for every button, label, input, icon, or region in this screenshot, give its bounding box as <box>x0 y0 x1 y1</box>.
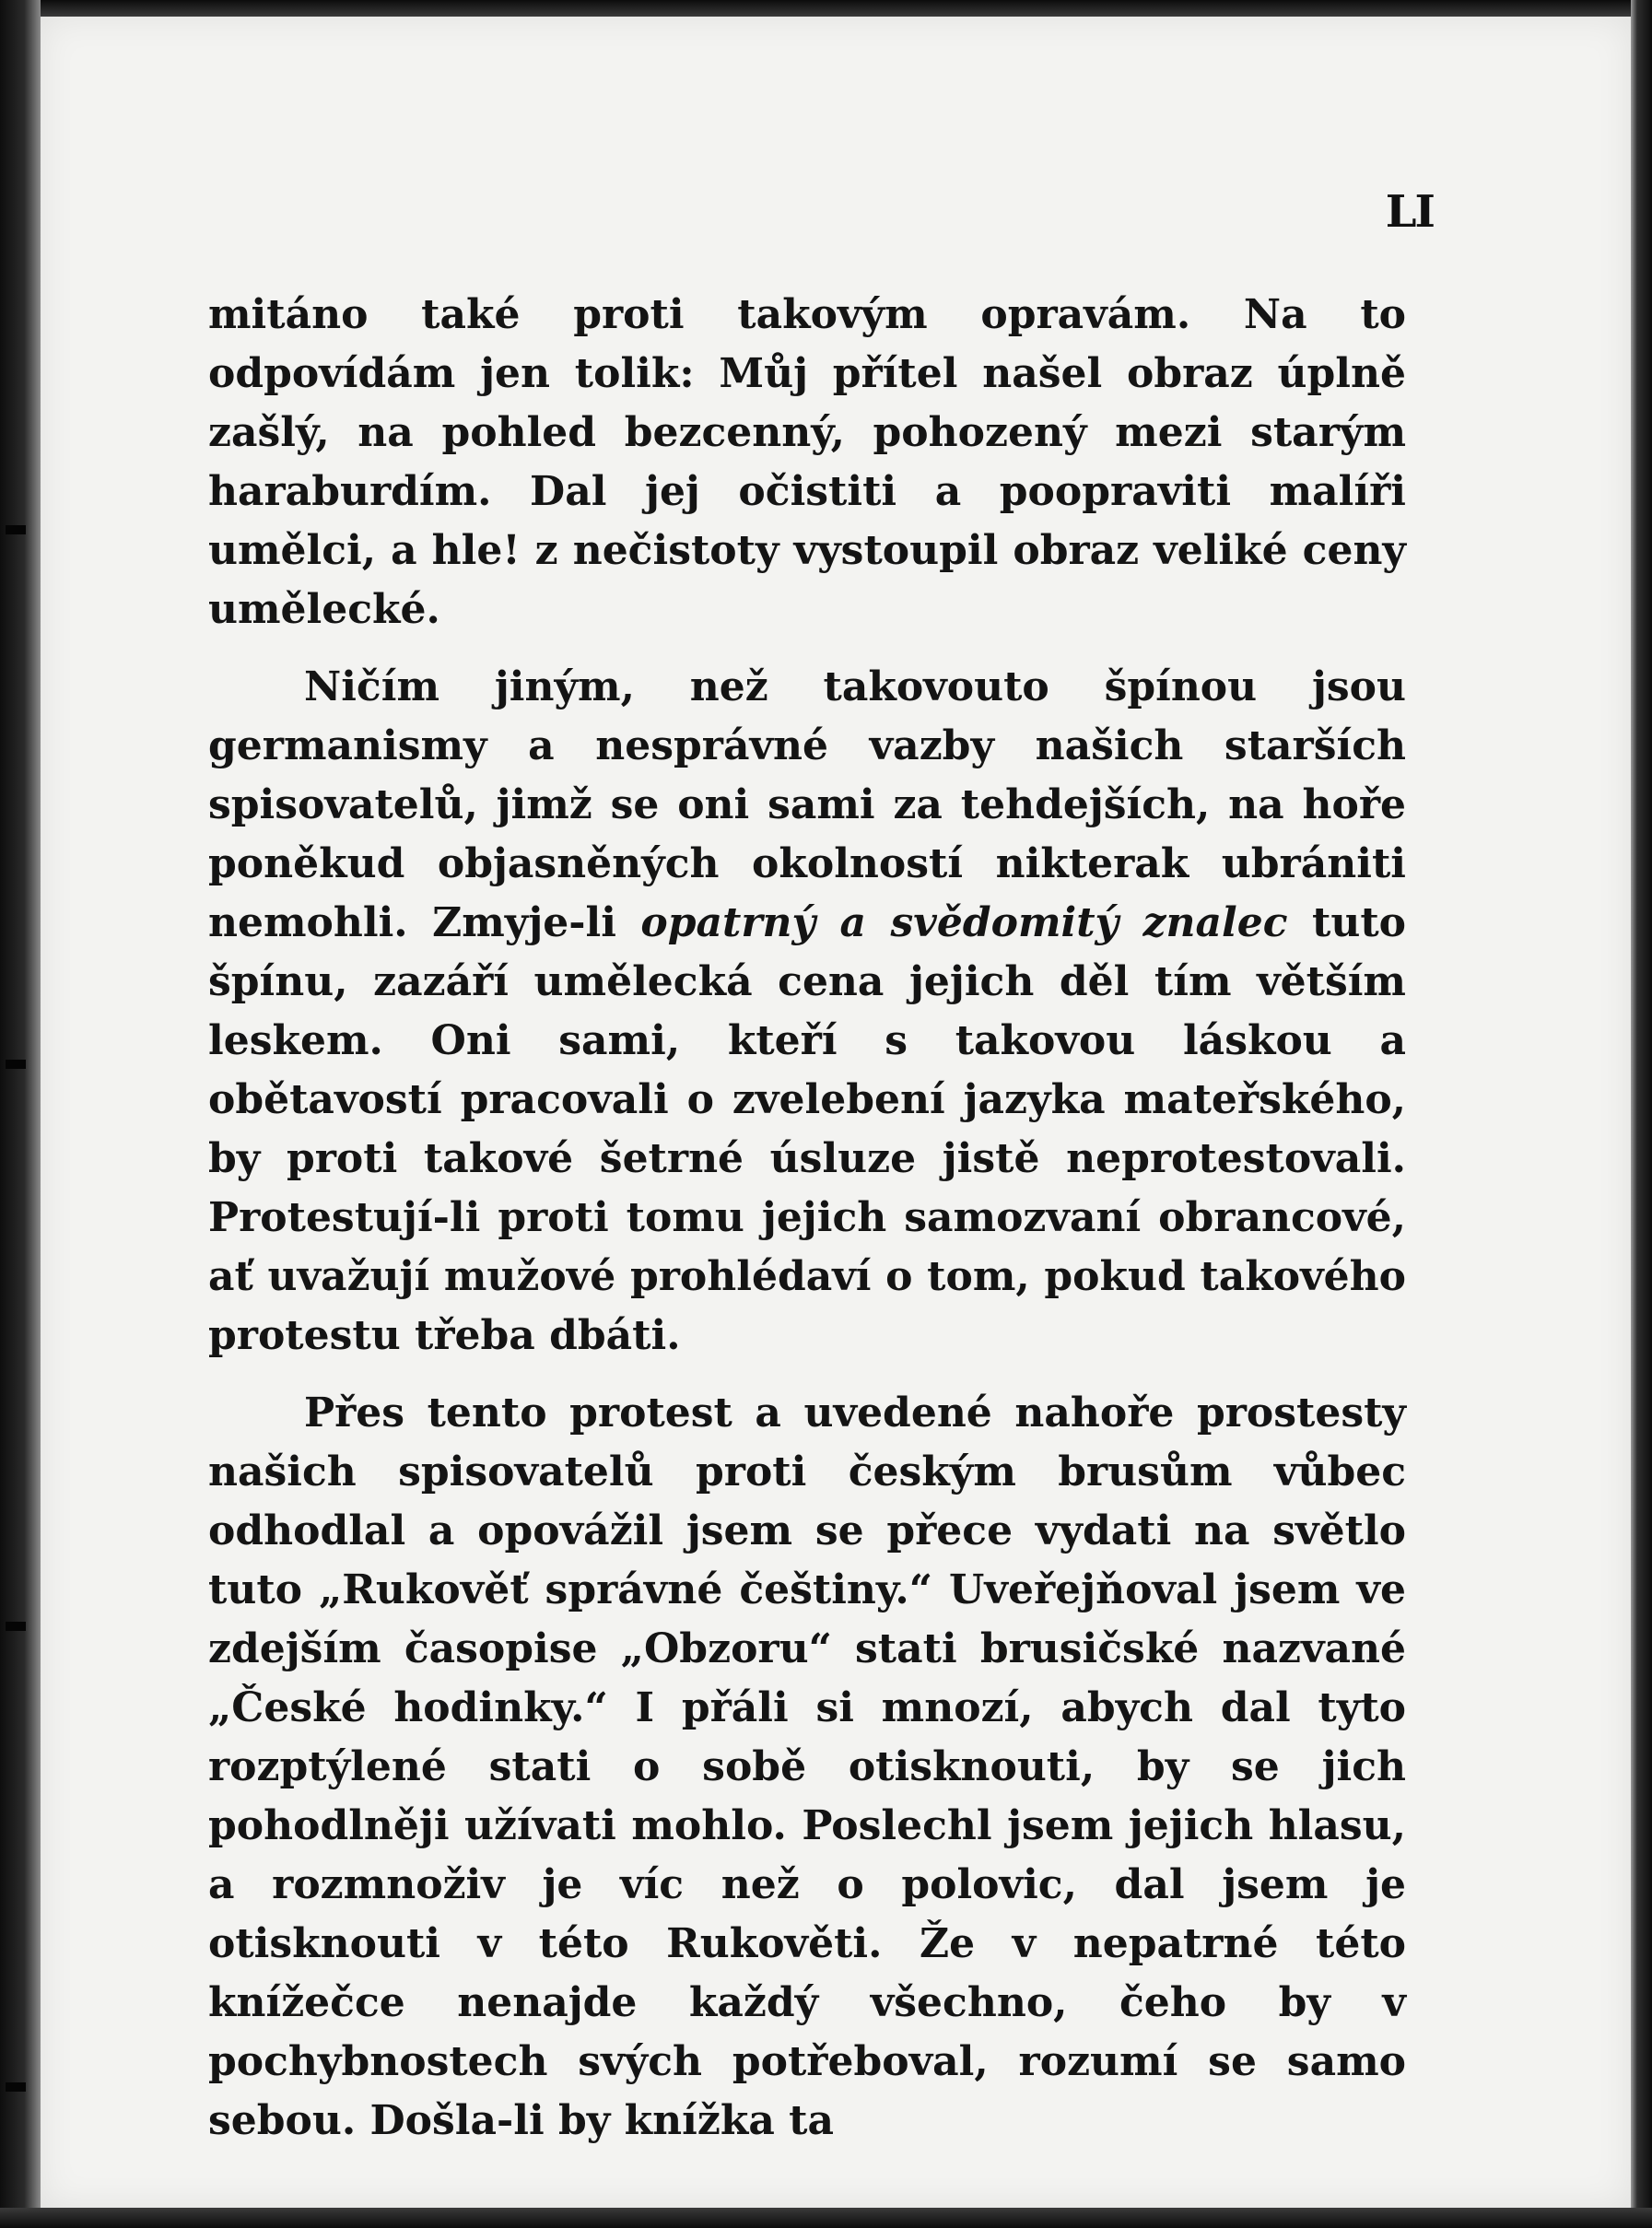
italic-phrase: opatrný a svědomitý znalec <box>640 899 1288 946</box>
top-scan-border <box>0 0 1652 17</box>
paragraph-text: tuto špínu, zazáří umělecká cena jejich děl tím větším leskem. Oni sami, kteří s takovou láskou a obětavostí pracovali o zvelebení jazyka mateřského, by proti takové šetrné úsluze jistě neprotestovali. Protestují-li proti tomu jejich samozvaní obrancové, ať uvažují mužové prohlédaví o tom, pokud takového protestu třeba dbáti. <box>208 899 1406 1359</box>
binding-mark <box>6 1060 26 1069</box>
body-text <box>208 286 1406 2151</box>
paragraph-2 <box>208 658 1406 1366</box>
paragraph-text: Přes tento protest a uvedené nahoře prostesty našich spisovatelů proti českým brusům vůbec odhodlal a opovážil jsem se přece vydati na světlo tuto „Rukověť správné češtiny.“ Uveřejňoval jsem ve zdejším časopise „Obzoru“ stati brusičské nazvané „České hodinky.“ I přáli si mnozí, abych dal tyto rozptýlené stati o sobě otisknouti, by se jich pohodlněji užívati mohlo. Poslechl jsem jejich hlasu, a rozmnoživ je víc než o polovic, dal jsem je otisknouti v této Rukověti. Že v nepatrné této knížečce nenajde každý všechno, čeho by v pochybnostech svých potřeboval, rozumí se samo sebou. Došla-li by knížka ta <box>208 1390 1406 2144</box>
binding-mark <box>6 525 26 534</box>
paragraph-text: mitáno také proti takovým opravám. Na to odpovídám jen tolik: Můj přítel našel obraz úplně zašlý, na pohled bezcenný, pohozený mezi starým haraburdím. Dal jej očistiti a poopraviti malíři umělci, a hle! z nečistoty vystoupil obraz veliké ceny umělecké. <box>208 291 1406 633</box>
binding-mark <box>6 1622 26 1631</box>
paragraph-3 <box>208 1384 1406 2151</box>
left-scan-border <box>0 0 41 2228</box>
binding-mark <box>6 2082 26 2092</box>
bottom-scan-border <box>0 2208 1652 2228</box>
paragraph-1 <box>208 286 1406 639</box>
page-number: LI <box>1385 186 1434 238</box>
paragraph-text: Ničím jiným, než takovouto špínou jsou germanismy a nesprávné vazby našich starších spisovatelů, jimž se oni sami za tehdejších, na hoře poněkud objasněných okolností nikterak ubrániti nemohli. Zmyje-li <box>208 663 1406 946</box>
right-scan-border <box>1631 0 1652 2228</box>
